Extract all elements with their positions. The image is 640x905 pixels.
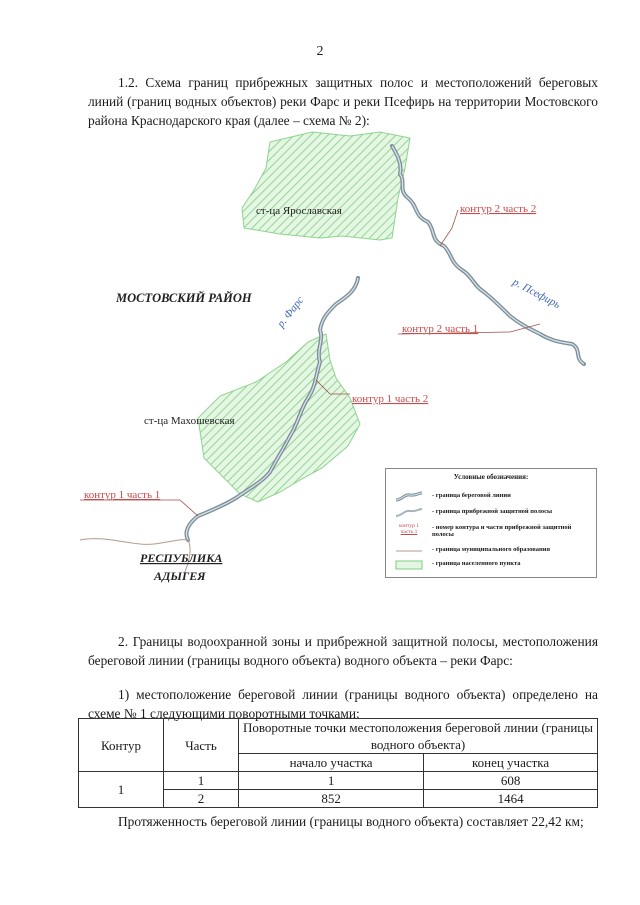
header-start: начало участка — [239, 754, 424, 772]
contour-1-part-1-label: контур 1 часть 1 — [84, 489, 161, 501]
settlement-makhoshevskaya-label: ст-ца Махошевская — [144, 415, 235, 427]
cell-contour: 1 — [79, 772, 164, 808]
legend-item — [392, 545, 592, 559]
table-row — [79, 772, 598, 790]
length-paragraph: Протяженность береговой линии (границы водного объекта) составляет 22,42 км; — [118, 814, 584, 829]
region-label-line1: РЕСПУБЛИКА — [140, 551, 223, 565]
legend-item — [392, 507, 592, 521]
contour-2-part-1-label: контур 2 часть 1 — [402, 323, 479, 335]
contour-1-part-2-label: контур 1 часть 2 — [352, 393, 429, 405]
item-1-paragraph: 1) местоположение береговой линии (границы водного объекта) определено на схеме № 1 следующими поворотными точками: — [88, 687, 598, 721]
contour-2-part-2-label: контур 2 часть 2 — [460, 203, 537, 215]
map-legend — [385, 468, 597, 578]
header-contour: Контур — [79, 719, 164, 772]
legend-item-text: - граница муниципального образования — [432, 546, 550, 553]
table-header-row — [79, 719, 598, 754]
section-2-paragraph: 2. Границы водоохранной зоны и прибрежной защитной полосы, местоположения береговой линии (границы водного объекта) водного объекта – реки Фарс: — [88, 634, 598, 668]
district-label: МОСТОВСКИЙ РАЙОН — [116, 291, 252, 305]
municipal-border-icon — [394, 545, 424, 557]
cell-start: 1 — [239, 772, 424, 790]
cell-end: 608 — [424, 772, 598, 790]
legend-item-text: - граница населенного пункта — [432, 560, 521, 567]
contour-label-icon — [394, 523, 424, 535]
contour-sample-2: часть 1 — [400, 529, 418, 535]
cell-part: 1 — [164, 772, 239, 790]
cell-end: 1464 — [424, 790, 598, 808]
settlement-yaroslavskaya-label: ст-ца Ярославская — [256, 205, 342, 217]
legend-item-text: - граница прибрежной защитной полосы — [432, 508, 553, 515]
legend-item-text: - граница береговой линии — [432, 492, 511, 499]
contour-sample-1: контур 1 — [398, 523, 420, 529]
river-shore-icon — [394, 491, 424, 503]
header-part: Часть — [164, 719, 239, 772]
region-label-line2: АДЫГЕЯ — [154, 569, 206, 583]
protection-band-icon — [394, 507, 424, 519]
intro-paragraph: 1.2. Схема границ прибрежных защитных полос и местоположений береговых линий (границ водных объектов) реки Фарс и реки Псефирь на территории Мостовского района Краснодарского края (далее – схема № 2): — [88, 75, 598, 128]
legend-item — [392, 491, 592, 505]
legend-item — [392, 559, 592, 573]
page-number: 2 — [316, 44, 324, 59]
river-fars-label: р. Фарс — [274, 294, 307, 330]
cell-part: 2 — [164, 790, 239, 808]
turning-points-table — [78, 718, 598, 808]
header-end: конец участка — [424, 754, 598, 772]
river-psefir-label: р. Псефирь — [510, 276, 563, 312]
yaroslavskaya-settlement-area — [242, 132, 410, 240]
legend-item-text: - номер контура и части прибрежной защитной полосы — [432, 524, 572, 538]
header-points: Поворотные точки местоположения береговой линии (границы водного объекта) — [239, 719, 598, 754]
legend-item — [392, 523, 592, 543]
settlement-border-icon — [394, 559, 424, 571]
legend-title: Условные обозначения: — [453, 473, 529, 481]
cell-start: 852 — [239, 790, 424, 808]
